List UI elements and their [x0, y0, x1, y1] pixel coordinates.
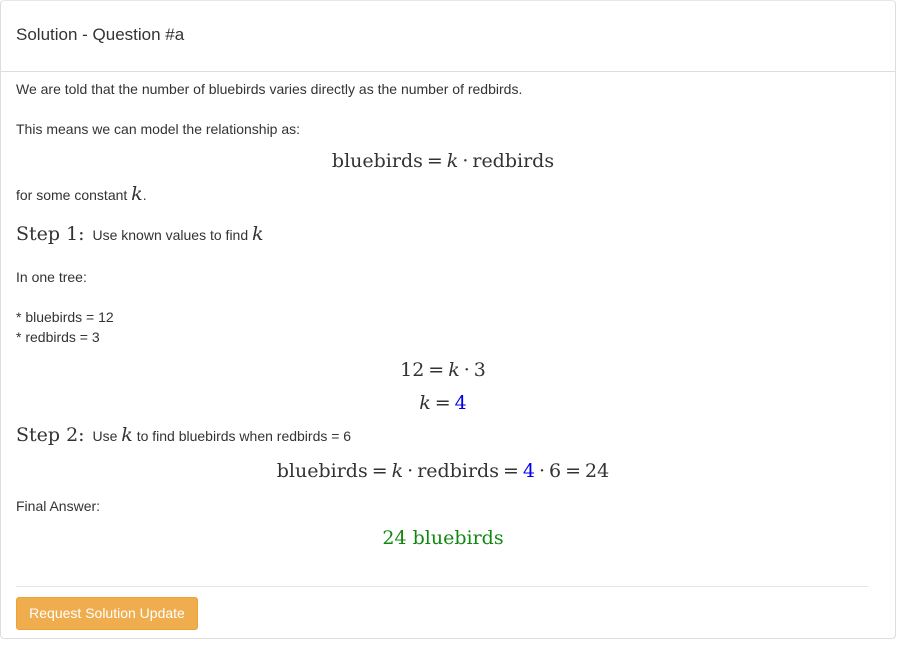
step1-equation: 12 = k · 3 — [400, 359, 486, 381]
bullet-bluebirds: * bluebirds = 12 — [16, 309, 114, 325]
divider — [16, 586, 868, 587]
step2-equation: bluebirds = k · redbirds = 4 · 6 = 24 — [276, 460, 610, 482]
step1-heading: Step 1: Use known values to find k — [16, 223, 264, 245]
step2-heading: Step 2: Use k to find bluebirds when redbirds = 6 — [16, 424, 352, 446]
tree-text: In one tree: — [16, 269, 87, 285]
model-text: This means we can model the relationship as: — [16, 121, 301, 137]
final-answer-label: Final Answer: — [16, 498, 101, 514]
intro-text: We are told that the number of bluebirds varies directly as the number of redbirds. — [16, 81, 523, 97]
bullet-redbirds: * redbirds = 3 — [16, 329, 100, 345]
final-answer: 24 bluebirds — [382, 527, 504, 549]
panel-header — [1, 1, 895, 72]
request-solution-update-button[interactable]: Request Solution Update — [16, 597, 198, 630]
constant-text: for some constant k. — [16, 183, 147, 205]
k-value-equation: k = 4 — [419, 392, 467, 414]
k-value: 4 — [454, 392, 467, 414]
panel-title: Solution - Question #a — [16, 25, 185, 44]
model-equation: bluebirds = k · redbirds — [331, 150, 555, 172]
